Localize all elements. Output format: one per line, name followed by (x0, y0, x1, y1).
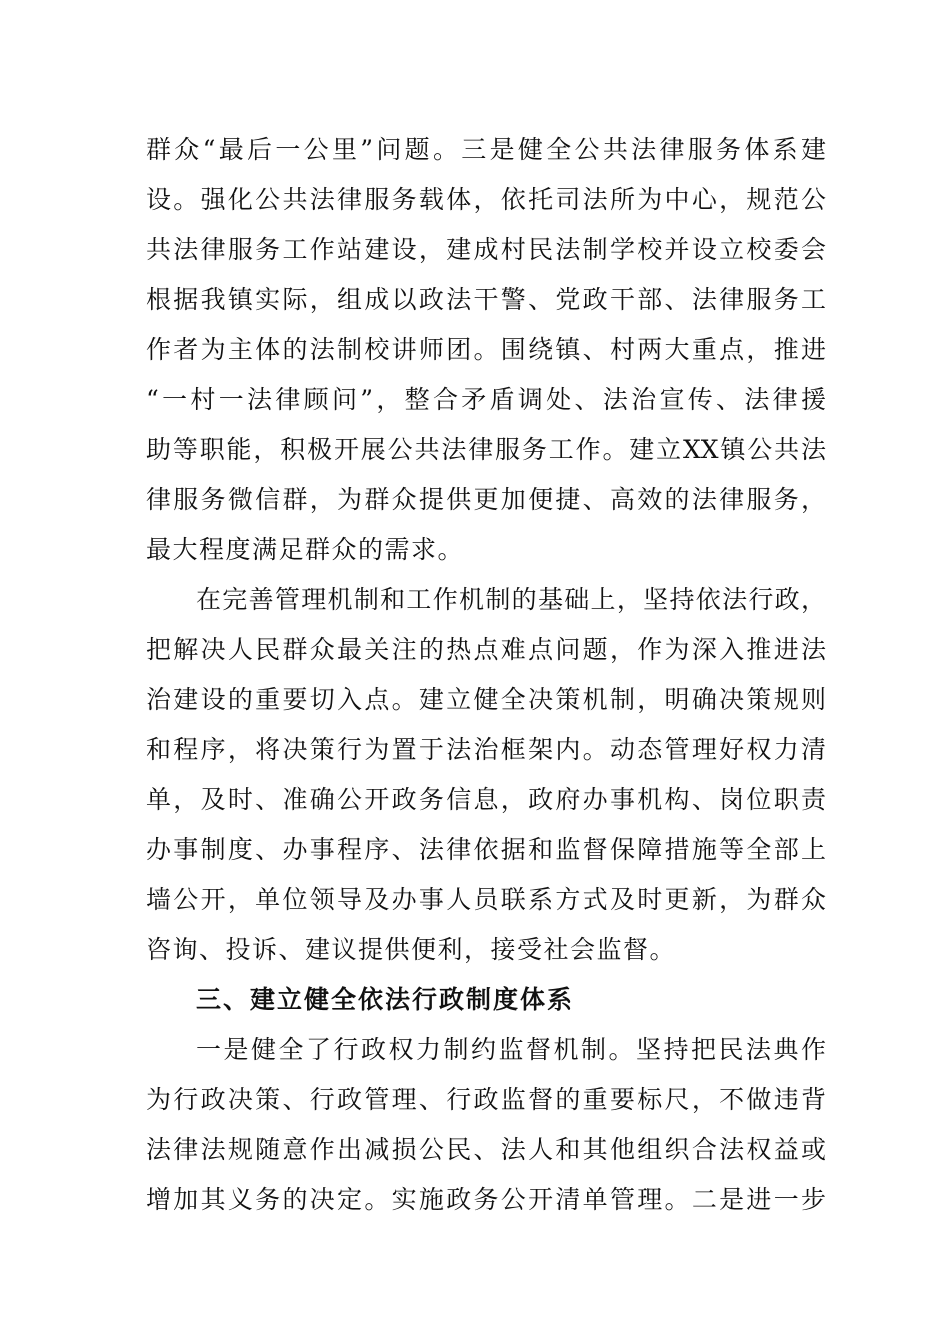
body-text-line: 为行政决策、行政管理、行政监督的重要标尺，不做违背 (146, 1085, 826, 1114)
body-text-line: 把解决人民群众最关注的热点难点问题，作为深入推进法 (146, 635, 826, 664)
body-text-line: 墙公开，单位领导及办事人员联系方式及时更新，为群众 (146, 885, 826, 914)
body-text-line: 单，及时、准确公开政务信息，政府办事机构、岗位职责 (146, 785, 826, 814)
body-text-line: 办事制度、办事程序、法律依据和监督保障措施等全部上 (146, 835, 826, 864)
body-text-line: “一村一法律顾问”，整合矛盾调处、法治宣传、法律援 (146, 385, 826, 414)
section-heading: 三、建立健全依法行政制度体系 (196, 985, 575, 1014)
body-text-line: 在完善管理机制和工作机制的基础上，坚持依法行政， (196, 585, 826, 614)
body-text-line: 助等职能，积极开展公共法律服务工作。建立XX镇公共法 (146, 435, 826, 464)
body-text-line: 共法律服务工作站建设，建成村民法制学校并设立校委会 (146, 235, 826, 264)
body-text-line: 群众“最后一公里”问题。三是健全公共法律服务体系建 (146, 135, 826, 164)
body-text-line: 法律法规随意作出减损公民、法人和其他组织合法权益或 (146, 1135, 826, 1164)
body-text-line: 增加其义务的决定。实施政务公开清单管理。二是进一步 (146, 1185, 826, 1214)
body-text-line: 根据我镇实际，组成以政法干警、党政干部、法律服务工 (146, 285, 826, 314)
body-text-line: 律服务微信群，为群众提供更加便捷、高效的法律服务， (146, 485, 826, 514)
body-text-line: 和程序，将决策行为置于法治框架内。动态管理好权力清 (146, 735, 826, 764)
body-text-line: 最大程度满足群众的需求。 (146, 535, 465, 564)
body-text-line: 咨询、投诉、建议提供便利，接受社会监督。 (146, 935, 677, 964)
body-text-line: 治建设的重要切入点。建立健全决策机制，明确决策规则 (146, 685, 826, 714)
body-text-line: 作者为主体的法制校讲师团。围绕镇、村两大重点，推进 (146, 335, 826, 364)
body-text-line: 设。强化公共法律服务载体，依托司法所为中心，规范公 (146, 185, 826, 214)
body-text-line: 一是健全了行政权力制约监督机制。坚持把民法典作 (196, 1035, 826, 1064)
